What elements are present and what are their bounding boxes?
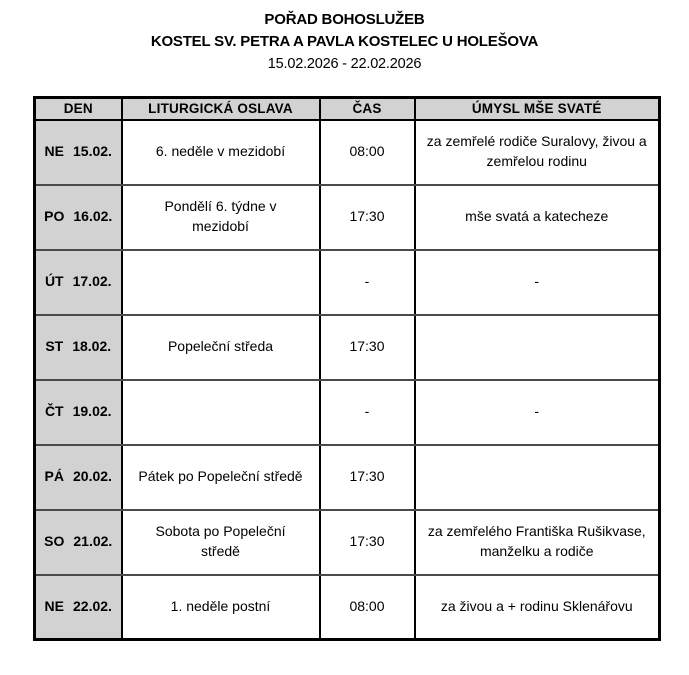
table-row [35, 315, 660, 380]
column-header-celebration: LITURGICKÁ OSLAVA [122, 98, 320, 120]
table-row [35, 510, 660, 575]
church-name: KOSTEL SV. PETRA A PAVLA KOSTELEC U HOLEŠOVA [150, 33, 539, 50]
celebration-cell: Sobota po Popeleční středě [122, 510, 320, 575]
day-abbr: ÚT [44, 273, 64, 290]
time-cell: 17:30 [320, 445, 415, 510]
column-header-intention: ÚMYSL MŠE SVATÉ [415, 98, 660, 120]
time-cell: 08:00 [320, 120, 415, 185]
intention-cell: za živou a + rodinu Sklenářovu [415, 575, 660, 640]
day-cell [35, 575, 122, 640]
table-header [35, 98, 660, 120]
intention-cell [415, 445, 660, 510]
intention-cell: - [415, 250, 660, 315]
table-row [35, 575, 660, 640]
day-date: 17.02. [72, 273, 112, 290]
table-row [35, 120, 660, 185]
celebration-cell: Pátek po Popeleční středě [122, 445, 320, 510]
table-row [35, 185, 660, 250]
table-row [35, 250, 660, 315]
time-cell: 17:30 [320, 185, 415, 250]
day-abbr: ČT [44, 403, 64, 420]
day-abbr: NE [44, 143, 64, 160]
celebration-cell: 6. neděle v mezidobí [122, 120, 320, 185]
celebration-cell [122, 250, 320, 315]
celebration-cell: Pondělí 6. týdne v mezidobí [122, 185, 320, 250]
intention-cell: - [415, 380, 660, 445]
day-date: 15.02. [73, 143, 112, 160]
time-cell: - [320, 250, 415, 315]
page-header [0, 0, 689, 75]
date-range: 15.02.2026 - 22.02.2026 [267, 56, 422, 72]
day-abbr: ST [45, 338, 64, 355]
day-date: 16.02. [73, 208, 113, 225]
day-date: 19.02. [72, 403, 112, 420]
intention-cell: za zemřelé rodiče Suralovy, živou a zemřelou rodinu [415, 120, 660, 185]
day-date: 20.02. [73, 468, 112, 485]
day-cell [35, 380, 122, 445]
day-abbr: NE [44, 597, 64, 614]
day-abbr: SO [44, 533, 65, 550]
day-abbr: PO [44, 208, 65, 225]
time-cell: 08:00 [320, 575, 415, 640]
intention-cell: mše svatá a katecheze [415, 185, 660, 250]
day-cell [35, 185, 122, 250]
day-cell [35, 250, 122, 315]
day-cell [35, 510, 122, 575]
day-date: 21.02. [73, 533, 113, 550]
service-schedule-table [33, 96, 661, 641]
day-cell [35, 445, 122, 510]
header-row [35, 98, 660, 120]
time-cell: 17:30 [320, 510, 415, 575]
time-cell: - [320, 380, 415, 445]
celebration-cell [122, 380, 320, 445]
table-body [35, 120, 660, 640]
celebration-cell: 1. neděle postní [122, 575, 320, 640]
intention-cell [415, 315, 660, 380]
intention-cell: za zemřelého Františka Rušikvase, manželku a rodiče [415, 510, 660, 575]
column-header-time: ČAS [320, 98, 415, 120]
page-title: POŘAD BOHOSLUŽEB [264, 11, 425, 28]
celebration-cell: Popeleční středa [122, 315, 320, 380]
day-abbr: PÁ [44, 468, 64, 485]
day-cell [35, 315, 122, 380]
day-date: 18.02. [72, 338, 112, 355]
day-cell [35, 120, 122, 185]
table-row [35, 445, 660, 510]
table-row [35, 380, 660, 445]
time-cell: 17:30 [320, 315, 415, 380]
column-header-day: DEN [35, 98, 122, 120]
day-date: 22.02. [73, 597, 112, 614]
